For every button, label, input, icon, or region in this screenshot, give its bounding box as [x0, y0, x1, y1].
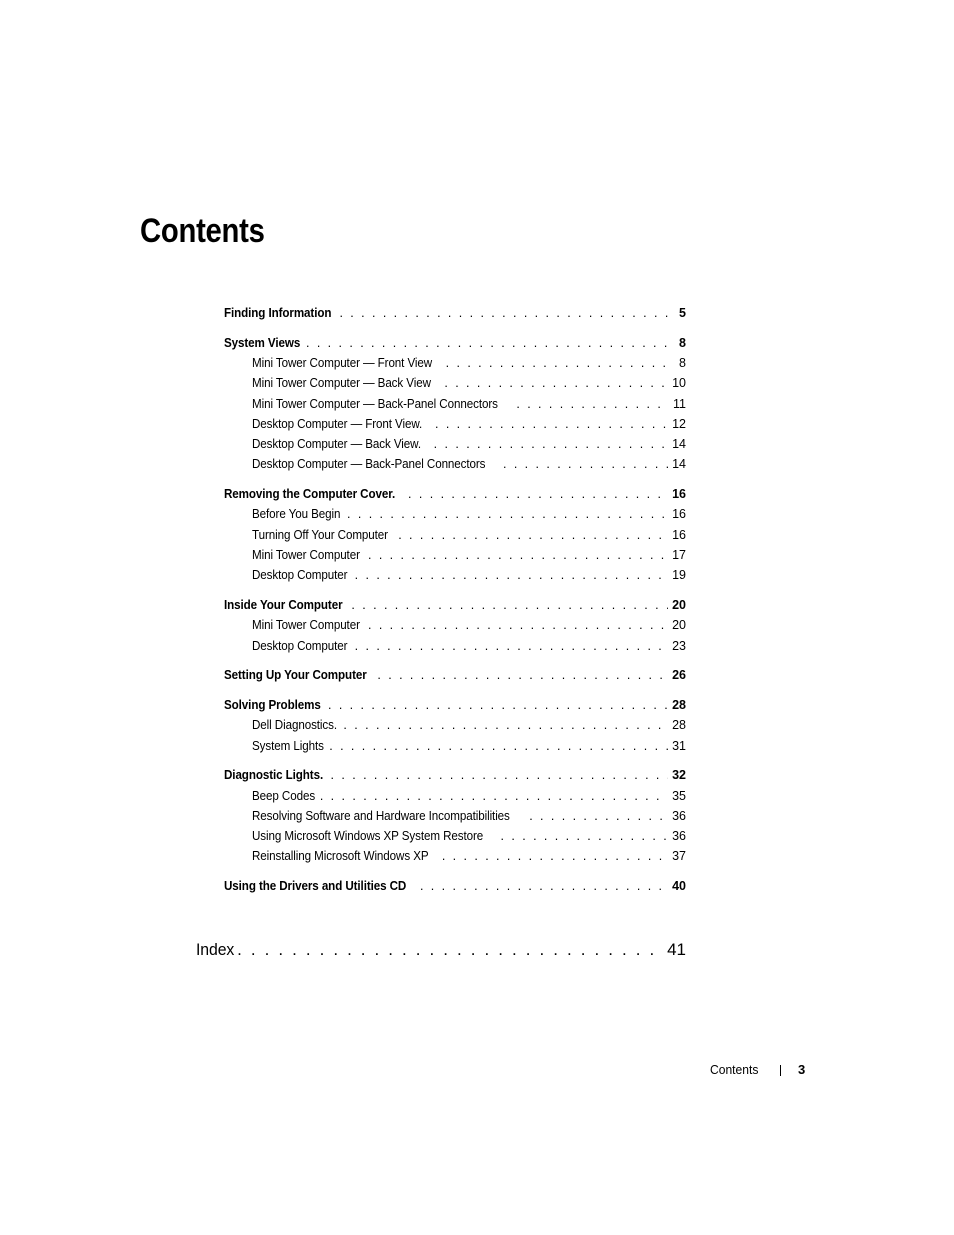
toc-entry-label: System Views: [224, 335, 301, 350]
toc-entry-page: 28: [672, 718, 686, 733]
toc-section-entry[interactable]: [224, 665, 686, 685]
page-title: Contents: [140, 212, 265, 250]
table-of-contents: [224, 303, 686, 896]
toc-entry-page: 37: [672, 849, 686, 864]
toc-entry-page: 10: [672, 376, 686, 391]
toc-entry-label: Desktop Computer: [252, 568, 348, 583]
toc-entry-page: 20: [672, 618, 686, 633]
toc-leader-dots: [377, 665, 668, 685]
toc-entry-page: 26: [672, 668, 686, 683]
toc-leader-dots: [331, 765, 668, 785]
toc-leader-dots: [442, 846, 668, 866]
toc-entry-label: System Lights: [252, 738, 324, 753]
toc-entry-page: 23: [672, 638, 686, 653]
toc-subsection-entry[interactable]: [224, 545, 686, 565]
toc-entry-page: 36: [672, 808, 686, 823]
toc-entry-label: Solving Problems: [224, 698, 321, 712]
toc-leader-dots: [355, 565, 668, 585]
toc-subsection-entry[interactable]: [224, 736, 686, 756]
toc-subsection-entry[interactable]: [224, 826, 686, 846]
page-footer: [710, 1061, 805, 1079]
toc-entry-page: 16: [672, 487, 686, 502]
toc-entry-label: Index: [196, 940, 235, 959]
toc-leader-dots: [347, 504, 668, 524]
toc-leader-dots: [237, 938, 657, 962]
toc-entry-page: 28: [672, 698, 686, 712]
toc-leader-dots: [516, 394, 668, 414]
toc-entry-page: 11: [673, 396, 686, 411]
toc-entry-label: Finding Information: [224, 306, 332, 320]
toc-entry-label: Inside Your Computer: [224, 598, 343, 613]
toc-subsection-entry[interactable]: [224, 615, 686, 635]
toc-entry-page: 19: [672, 568, 686, 583]
toc-subsection-entry[interactable]: [224, 434, 686, 454]
toc-entry-label: Resolving Software and Hardware Incompatibilities: [252, 808, 510, 823]
toc-section-entry[interactable]: [224, 765, 686, 785]
toc-leader-dots: [420, 876, 668, 896]
toc-leader-dots: [446, 353, 668, 373]
toc-subsection-entry[interactable]: [224, 565, 686, 585]
toc-subsection-entry[interactable]: [224, 353, 686, 373]
toc-entry-label: Mini Tower Computer — Back View: [252, 376, 431, 391]
toc-subsection-entry[interactable]: [224, 525, 686, 545]
toc-entry-page: 8: [679, 355, 686, 370]
toc-leader-dots: [368, 545, 668, 565]
toc-entry-index[interactable]: [196, 938, 686, 962]
toc-entry-label: Dell Diagnostics.: [252, 718, 338, 733]
toc-entry-label: Mini Tower Computer: [252, 618, 360, 633]
toc-entry-label: Desktop Computer — Back View.: [252, 437, 421, 452]
toc-leader-dots: [339, 303, 668, 323]
toc-section-entry[interactable]: [224, 876, 686, 896]
toc-entry-page: 8: [679, 335, 686, 350]
toc-entry-page: 31: [672, 738, 686, 753]
footer-page-number: 3: [798, 1062, 806, 1077]
toc-leader-dots: [529, 806, 668, 826]
toc-leader-dots: [503, 454, 668, 474]
toc-leader-dots: [329, 736, 668, 756]
toc-leader-dots: [343, 715, 668, 735]
toc-entry-label: Before You Begin: [252, 507, 341, 522]
toc-leader-dots: [398, 525, 668, 545]
toc-section-entry[interactable]: [224, 333, 686, 353]
toc-entry-page: 32: [672, 768, 686, 783]
toc-subsection-entry[interactable]: [224, 715, 686, 735]
toc-entry-label: Mini Tower Computer: [252, 548, 360, 563]
toc-section-entry[interactable]: [224, 303, 686, 323]
toc-entry-label: Reinstalling Microsoft Windows XP: [252, 849, 429, 864]
toc-entry-label: Beep Codes: [252, 788, 316, 803]
toc-entry-label: Mini Tower Computer — Front View: [252, 355, 433, 370]
toc-subsection-entry[interactable]: [224, 454, 686, 474]
toc-leader-dots: [328, 695, 668, 715]
toc-entry-label: Desktop Computer — Front View.: [252, 416, 423, 431]
footer-divider: [780, 1065, 781, 1076]
toc-entry-page: 5: [679, 306, 686, 320]
toc-leader-dots: [501, 826, 668, 846]
toc-entry-page: 41: [667, 940, 686, 959]
toc-section-entry[interactable]: [224, 695, 686, 715]
toc-section-entry[interactable]: [224, 484, 686, 504]
toc-leader-dots: [368, 615, 668, 635]
toc-entry-page: 35: [672, 788, 686, 803]
toc-leader-dots: [306, 333, 668, 353]
toc-entry-page: 17: [672, 548, 686, 563]
toc-subsection-entry[interactable]: [224, 786, 686, 806]
toc-leader-dots: [351, 595, 668, 615]
toc-entry-page: 40: [672, 879, 686, 894]
toc-entry-page: 14: [672, 457, 686, 472]
toc-leader-dots: [320, 786, 668, 806]
toc-subsection-entry[interactable]: [224, 504, 686, 524]
toc-entry-page: 16: [672, 527, 686, 542]
toc-entry-page: 20: [672, 598, 686, 613]
toc-entry-label: Mini Tower Computer — Back-Panel Connectors: [252, 396, 498, 411]
toc-subsection-entry[interactable]: [224, 373, 686, 393]
toc-entry-label: Removing the Computer Cover.: [224, 487, 396, 502]
toc-entry-label: Setting Up Your Computer: [224, 668, 367, 683]
toc-leader-dots: [434, 434, 668, 454]
toc-entry-label: Desktop Computer — Back-Panel Connectors: [252, 457, 486, 472]
footer-section-label: Contents: [710, 1062, 759, 1077]
toc-entry-page: 16: [672, 507, 686, 522]
toc-entry-page: 36: [672, 829, 686, 844]
toc-entry-label: Using Microsoft Windows XP System Restore: [252, 829, 484, 844]
toc-subsection-entry[interactable]: [224, 394, 686, 414]
toc-leader-dots: [355, 636, 668, 656]
toc-subsection-entry[interactable]: [224, 636, 686, 656]
toc-section-entry[interactable]: [224, 595, 686, 615]
toc-subsection-entry[interactable]: [224, 806, 686, 826]
toc-leader-dots: [444, 373, 668, 393]
toc-entry-label: Desktop Computer: [252, 638, 348, 653]
toc-entry-page: 14: [672, 437, 686, 452]
toc-entry-page: 12: [672, 416, 686, 431]
toc-leader-dots: [408, 484, 668, 504]
toc-entry-label: Turning Off Your Computer: [252, 527, 388, 542]
toc-leader-dots: [435, 414, 668, 434]
toc-subsection-entry[interactable]: [224, 846, 686, 866]
toc-entry-label: Using the Drivers and Utilities CD: [224, 879, 407, 894]
toc-entry-label: Diagnostic Lights.: [224, 768, 324, 783]
toc-subsection-entry[interactable]: [224, 414, 686, 434]
